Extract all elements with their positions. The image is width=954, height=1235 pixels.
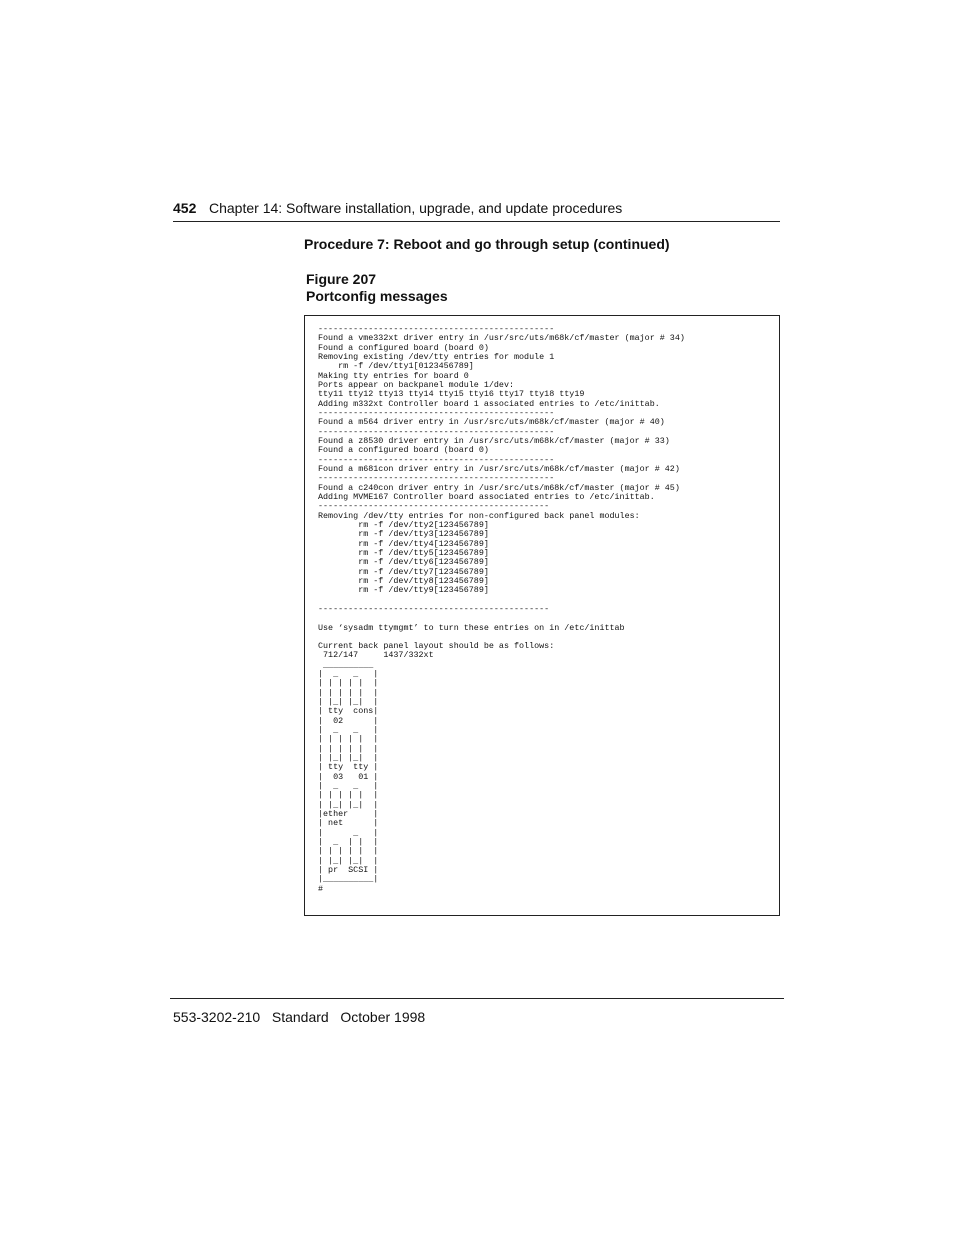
terminal-line: | tty tty | xyxy=(318,762,379,773)
terminal-line: | pr SCSI | xyxy=(318,865,379,876)
procedure-title: Procedure 7: Reboot and go through setup (continued) xyxy=(304,236,670,252)
terminal-line: rm -f /dev/tty7[123456789] xyxy=(318,566,489,577)
terminal-line: Found a m681con driver entry in /usr/src/uts/m68k/cf/master (major # 42) xyxy=(318,463,680,474)
terminal-line: | | | | | | xyxy=(318,678,379,689)
terminal-line: | _ | xyxy=(318,827,379,838)
terminal-line: rm -f /dev/tty4[123456789] xyxy=(318,538,489,549)
terminal-line: Found a m564 driver entry in /usr/src/uts/m68k/cf/master (major # 40) xyxy=(318,417,665,428)
terminal-line: | _ | | | xyxy=(318,837,379,848)
terminal-line: ----------------------------------------------- xyxy=(318,324,555,334)
running-header xyxy=(173,199,780,222)
terminal-line: Found a configured board (board 0) xyxy=(318,342,489,353)
terminal-line: ---------------------------------------------- xyxy=(318,501,550,512)
chapter-title: Chapter 14: Software installation, upgrade, and update procedures xyxy=(209,200,623,216)
terminal-line: |ether | xyxy=(318,809,379,820)
terminal-line: rm -f /dev/tty8[123456789] xyxy=(318,575,489,586)
doc-date: October 1998 xyxy=(340,1009,426,1025)
doc-number: 553-3202-210 xyxy=(173,1009,261,1025)
terminal-line: Found a configured board (board 0) xyxy=(318,445,489,456)
terminal-line: | | | | | | xyxy=(318,734,379,745)
terminal-line: Adding m332xt Controller board 1 associated entries to /etc/inittab. xyxy=(318,398,660,409)
terminal-line: | _ _ | xyxy=(318,669,379,680)
page-footer xyxy=(173,1008,425,1026)
footer-rule xyxy=(170,998,784,999)
terminal-line: | | | | | | xyxy=(318,846,379,857)
terminal-line: rm -f /dev/tty5[123456789] xyxy=(318,547,489,558)
terminal-line: | tty cons| xyxy=(318,706,379,717)
terminal-line: ----------------------------------------------- xyxy=(318,407,555,418)
terminal-line: ----------------------------------------------- xyxy=(318,473,555,484)
terminal-line: |__________| xyxy=(318,874,379,885)
terminal-line: Found a c240con driver entry in /usr/src/uts/m68k/cf/master (major # 45) xyxy=(318,482,680,493)
terminal-line: __________ xyxy=(318,659,374,670)
terminal-line: Use ‘sysadm ttymgmt’ to turn these entries on in /etc/inittab xyxy=(318,622,625,633)
terminal-line: | _ _ | xyxy=(318,725,379,736)
terminal-line: Current back panel layout should be as follows: xyxy=(318,641,555,652)
figure-caption-block xyxy=(306,271,448,305)
terminal-line: ----------------------------------------------- xyxy=(318,454,555,465)
terminal-line: | | | | | | xyxy=(318,790,379,801)
terminal-line: rm -f /dev/tty3[123456789] xyxy=(318,529,489,540)
terminal-line: Adding MVME167 Controller board associated entries to /etc/inittab. xyxy=(318,491,655,502)
terminal-line: Removing /dev/tty entries for non-configured back panel modules: xyxy=(318,510,640,521)
terminal-line: | |_| |_| | xyxy=(318,697,379,708)
terminal-line: rm -f /dev/tty2[123456789] xyxy=(318,519,489,530)
terminal-line: | 03 01 | xyxy=(318,771,379,782)
terminal-line: 712/147 1437/332xt xyxy=(318,650,434,661)
terminal-line: Making tty entries for board 0 xyxy=(318,370,469,381)
terminal-line: Found a vme332xt driver entry in /usr/src/uts/m68k/cf/master (major # 34) xyxy=(318,333,685,344)
terminal-line: | |_| |_| | xyxy=(318,799,379,810)
terminal-line: ---------------------------------------------- xyxy=(318,603,550,614)
terminal-line: | | | | | | xyxy=(318,687,379,698)
doc-status: Standard xyxy=(271,1009,329,1025)
terminal-line: | | | | | | xyxy=(318,743,379,754)
terminal-line: rm -f /dev/tty9[123456789] xyxy=(318,585,489,596)
figure-number: Figure 207 xyxy=(306,271,377,287)
terminal-output xyxy=(318,325,685,894)
page-number: 452 xyxy=(173,200,197,216)
terminal-line: Ports appear on backpanel module 1/dev: xyxy=(318,379,515,390)
terminal-line: Removing existing /dev/tty entries for module 1 xyxy=(318,351,555,362)
terminal-output-box xyxy=(304,315,780,916)
terminal-line: rm -f /dev/tty1[0123456789] xyxy=(318,361,474,372)
terminal-line: | 02 | xyxy=(318,715,379,726)
terminal-line: tty11 tty12 tty13 tty14 tty15 tty16 tty17 tty18 tty19 xyxy=(318,389,585,400)
terminal-line: rm -f /dev/tty6[123456789] xyxy=(318,557,489,568)
terminal-line: ----------------------------------------------- xyxy=(318,426,555,437)
terminal-line: | net | xyxy=(318,818,379,829)
terminal-line: # xyxy=(318,883,324,894)
terminal-line: | |_| |_| | xyxy=(318,855,379,866)
terminal-line: Found a z8530 driver entry in /usr/src/uts/m68k/cf/master (major # 33) xyxy=(318,435,670,446)
figure-caption: Portconfig messages xyxy=(306,288,448,304)
terminal-line: | |_| |_| | xyxy=(318,753,379,764)
terminal-line: | _ _ | xyxy=(318,781,379,792)
